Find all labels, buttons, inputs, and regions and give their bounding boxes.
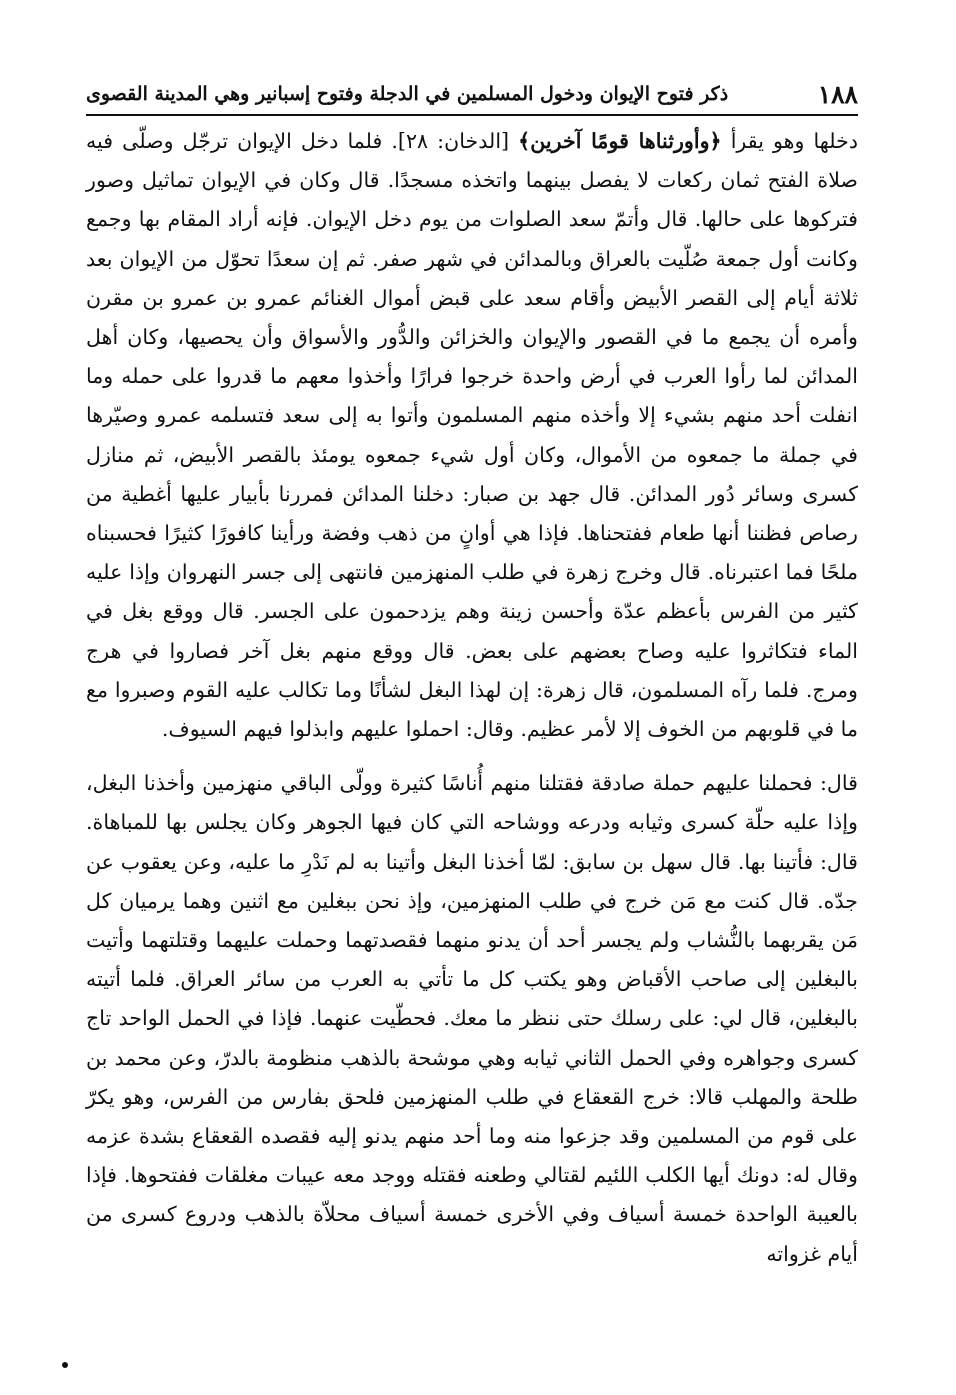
paragraph-2: قال: فحملنا عليهم حملة صادقة فقتلنا منهم أُناسًا كثيرة وولّى الباقي منهزمين وأخذنا البغل، وإذا عليه حلّة كسرى وثيابه ودرعه ووشاحه التي كان فيها الجوهر وكان يجلس بها للمباهاة. قال: فأتينا بها. قال سهل بن سابق: لمّا أخذنا البغل وأتينا به لم نَدْرِ ما عليه، وعن يعقوب عن جدّه. قال كنت مع مَن خرج في طلب المنهزمين، وإذ نحن ببغلين مع اثنين وهما يرميان كل مَن يقربهما بالنُّشاب ولم يجسر أحد أن يدنو منهما فقصدتهما وحملت عليهما وقتلتهما وأتيت بالبغلين إلى صاحب الأقباض وهو يكتب كل ما تأتي به العرب من سائر العراق. فلما أتيته بالبغلين، قال لي: على رسلك حتى ننظر ما معك. فحطّيت عنهما. فإذا في الحمل الواحد تاج كسرى وجواهره وفي الحمل الثاني ثيابه وهي موشحة بالذهب منظومة بالدرّ، وعن محمد بن طلحة والمهلب قالا: خرج القعقاع في طلب المنهزمين فلحق بفارس من الفرس، وهو يكرّ على قوم من المسلمين وقد جزعوا منه وما أحد منهم يدنو إليه فقصده القعقاع بشدة عزمه وقال له: دونك أيها الكلب اللئيم لقتالي وطعنه فقتله ووجد معه عيبات مغلقات ففتحوها. فإذا بالعيبة الواحدة خمسة أسياف وفي الأخرى خمسة أسياف محلاّة بالذهب ودروع كسرى من أيام غزواته: [86, 771, 858, 1266]
page-header: [86, 74, 858, 116]
page-mark: [62, 1362, 68, 1368]
quran-verse: ﴿وأورثناها قومًا آخرين﴾: [518, 129, 722, 153]
paragraph-1: [86, 122, 858, 749]
paragraph-1-text: [الدخان: ٢٨]. فلما دخل الإيوان ترجّل وصلّى فيه صلاة الفتح ثمان ركعات لا يفصل بينهما واتخذه مسجدًا. قال وكان في الإيوان تماثيل وصور فتركوها على حالها. قال وأتمّ سعد الصلوات من يوم دخل الإيوان. فإنه أراد المقام بها وجمع وكانت أول جمعة صُلّيت بالعراق وبالمدائن في شهر صفر. ثم إن سعدًا تحوّل من الإيوان بعد ثلاثة أيام إلى القصر الأبيض وأقام سعد على قبض أموال الغنائم عمرو بن عمرو بن مقرن وأمره أن يجمع ما في القصور والإيوان والخزائن والدُّور والأسواق وأن يحصيها، وكان أهل المدائن لما رأوا العرب في أرض واحدة خرجوا فرارًا وأخذوا معهم ما قدروا على حمله وما انفلت أحد منهم بشيء إلا وأخذه منهم المسلمون وأتوا به إلى سعد فتسلمه عمرو وصيّرها في جملة ما جمعوه من الأموال، وكان أول شيء جمعوه يومئذ بالقصر الأبيض، ثم منازل كسرى وسائر دُور المدائن. قال جهد بن صبار: دخلنا المدائن فمررنا بأبيار عليها أغطية من رصاص فظننا أنها طعام ففتحناها. فإذا هي أوانٍ من ذهب وفضة ورأينا كافورًا كثيرًا فحسبناه ملحًا فما اعتبرناه. قال وخرج زهرة في طلب المنهزمين فانتهى إلى جسر النهروان وإذا عليه كثير من الفرس بأعظم عدّة وأحسن زينة وهم يزدحمون على الجسر. قال ووقع بغل في الماء فتكاثروا عليه وصاح بعضهم على بعض. قال ووقع منهم بغل آخر فصاروا في هرج ومرج. فلما رآه المسلمون، قال زهرة: إن لهذا البغل لشأنًا وما تكالب عليه القوم وصبروا مع ما في قلوبهم من الخوف إلا لأمر عظيم. وقال: احملوا عليهم وابذلوا فيهم السيوف.: [86, 129, 859, 742]
body-text: [86, 122, 858, 1274]
paragraph-1-lead: دخلها وهو يقرأ: [730, 129, 858, 153]
page-number: ١٨٨: [817, 79, 858, 109]
running-title: ذكر فتوح الإيوان ودخول المسلمين في الدجلة وفتوح إسبانير وهي المدينة القصوى: [86, 83, 729, 105]
